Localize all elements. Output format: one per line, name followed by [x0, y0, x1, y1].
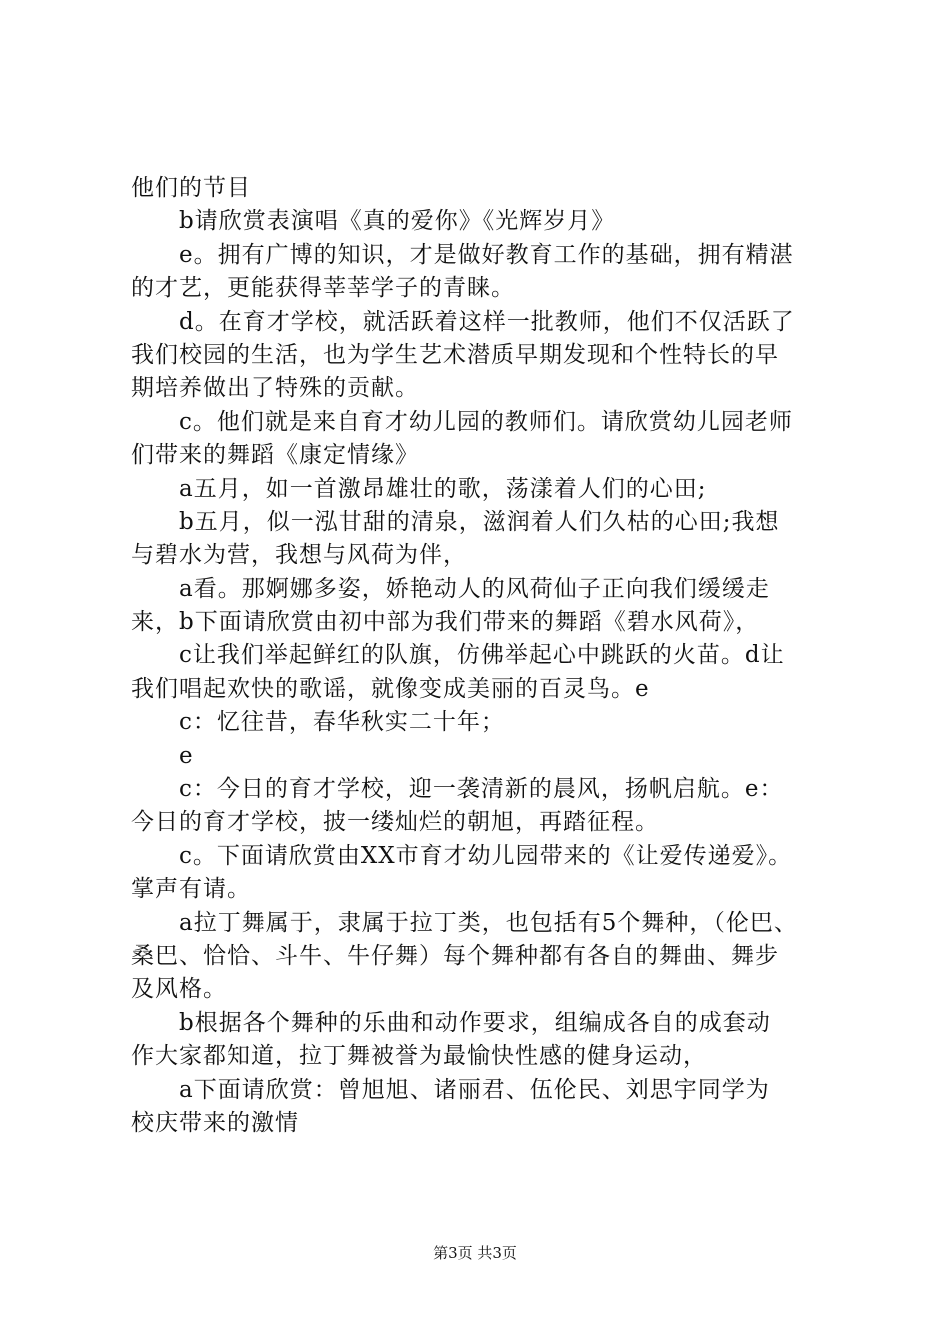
text-line: d。在育才学校，就活跃着这样一批教师，他们不仅活跃了	[131, 308, 795, 335]
text-line: c：忆往昔，春华秋实二十年；	[131, 709, 505, 736]
text-line: 今日的育才学校，披一缕灿烂的朝旭，再踏征程。	[131, 809, 659, 836]
text-line: a看。那婀娜多姿，娇艳动人的风荷仙子正向我们缓缓走	[131, 575, 770, 602]
text-line: 我们唱起欢快的歌谣，就像变成美丽的百灵鸟。e	[131, 675, 650, 702]
text-line: a拉丁舞属于，隶属于拉丁类，也包括有5个舞种，（伦巴、	[131, 909, 798, 936]
text-line: a下面请欣赏：曾旭旭、诸丽君、伍伦民、刘思宇同学为	[131, 1076, 770, 1103]
text-line: 们带来的舞蹈《康定情缘》	[131, 442, 419, 469]
text-line: c。他们就是来自育才幼儿园的教师们。请欣赏幼儿园老师	[131, 408, 793, 435]
text-line: 作大家都知道，拉丁舞被誉为最愉快性感的健身运动，	[131, 1043, 707, 1070]
text-line: 他们的节目	[131, 175, 251, 201]
text-line: c让我们举起鲜红的队旗，仿佛举起心中跳跃的火苗。d让	[131, 642, 785, 669]
text-line: c：今日的育才学校，迎一袭清新的晨风，扬帆启航。e：	[131, 776, 784, 803]
text-line: 来，b下面请欣赏由初中部为我们带来的舞蹈《碧水风荷》，	[131, 609, 760, 636]
text-line: e	[131, 742, 194, 769]
text-line: 的才艺，更能获得莘莘学子的青睐。	[131, 275, 515, 302]
text-line: b请欣赏表演唱《真的爱你》《光辉岁月》	[131, 208, 616, 235]
text-line: a五月，如一首激昂雄壮的歌，荡漾着人们的心田;	[131, 475, 707, 502]
text-line: 与碧水为营，我想与风荷为伴，	[131, 542, 467, 569]
text-line: e。拥有广博的知识，才是做好教育工作的基础，拥有精湛	[131, 241, 794, 268]
text-line: 我们校园的生活，也为学生艺术潜质早期发现和个性特长的早	[131, 341, 779, 368]
text-line: 及风格。	[131, 976, 227, 1003]
text-line: 桑巴、恰恰、斗牛、牛仔舞）每个舞种都有各自的舞曲、舞步	[131, 942, 779, 969]
text-line: 掌声有请。	[131, 876, 251, 903]
page-number-footer: 第3页 共3页	[433, 1244, 517, 1262]
text-line: 校庆带来的激情	[131, 1109, 299, 1136]
text-line: b五月，似一泓甘甜的清泉，滋润着人们久枯的心田;我想	[131, 508, 780, 535]
document-body	[131, 172, 831, 1140]
text-line: b根据各个舞种的乐曲和动作要求，组编成各自的成套动	[131, 1009, 771, 1036]
text-line: 期培养做出了特殊的贡献。	[131, 375, 419, 402]
text-line: c。下面请欣赏由XX市育才幼儿园带来的《让爱传递爱》。	[131, 842, 793, 869]
